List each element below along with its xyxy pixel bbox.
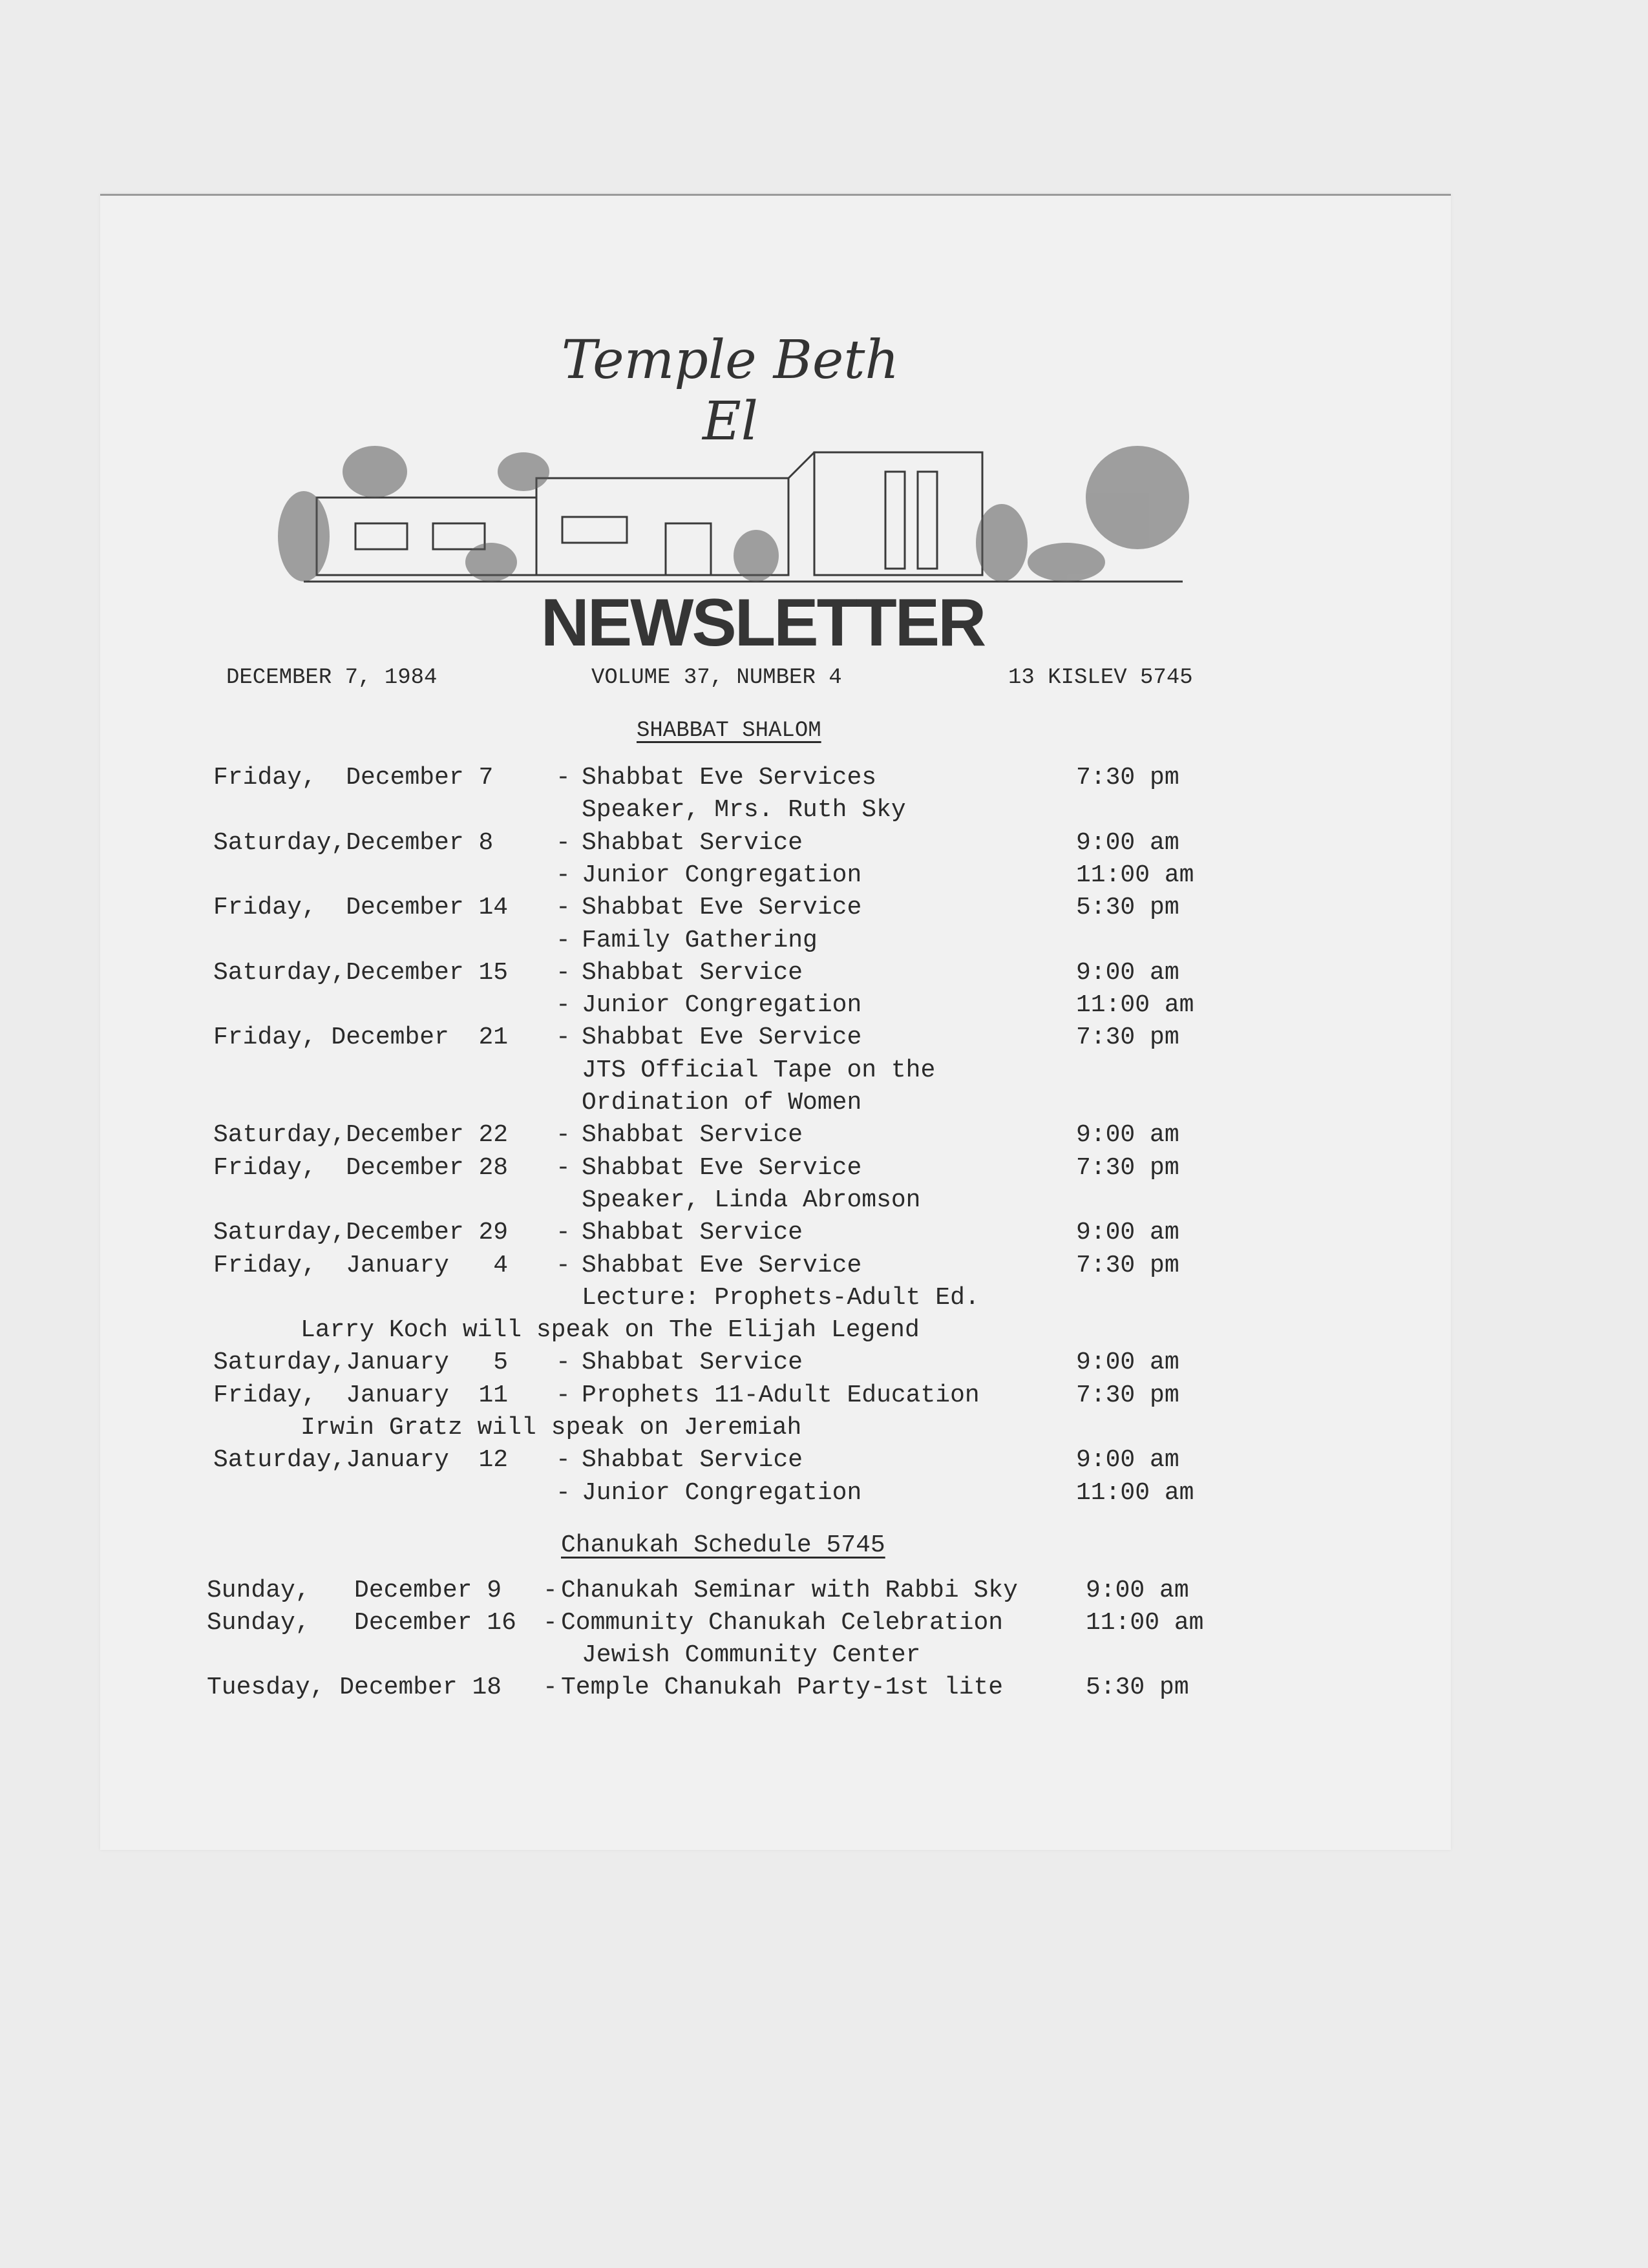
schedule-row [0, 1479, 1648, 1511]
schedule-row [0, 1121, 1648, 1153]
event-name: Temple Chanukah Party-1st lite [561, 1674, 1004, 1701]
event-time: 9:00 am [1076, 1349, 1179, 1377]
event-time: 9:00 am [1076, 958, 1179, 987]
schedule-row [0, 829, 1648, 861]
event-name: Junior Congregation [582, 1478, 862, 1507]
temple-building-illustration [278, 426, 1202, 601]
schedule-row [0, 1024, 1648, 1056]
schedule-row [0, 1186, 1648, 1219]
event-time: 9:00 am [1086, 1577, 1189, 1604]
separator: - [556, 861, 571, 889]
event-name: Shabbat Service [582, 958, 803, 987]
event-detail: Speaker, Linda Abromson [582, 1186, 921, 1214]
schedule-row [0, 894, 1648, 926]
separator: - [556, 1219, 571, 1247]
event-name: Shabbat Service [582, 1446, 803, 1475]
schedule-row [0, 1219, 1648, 1251]
event-time: 11:00 am [1076, 991, 1194, 1020]
event-date: Saturday,January 5 [213, 1349, 509, 1377]
separator: - [543, 1577, 558, 1604]
event-date: Friday, December 14 [213, 894, 509, 922]
event-time: 5:30 pm [1076, 894, 1179, 922]
schedule-row [0, 861, 1648, 894]
schedule-row [0, 1414, 1648, 1446]
event-date: Saturday,December 22 [213, 1121, 509, 1150]
event-name: Shabbat Eve Service [582, 1251, 862, 1279]
newsletter-heading: NEWSLETTER [540, 585, 985, 660]
event-name: Shabbat Eve Services [582, 764, 877, 792]
separator: - [556, 1121, 571, 1150]
event-date: Friday, December 7 [213, 764, 494, 792]
event-date: Friday, January 11 [213, 1381, 509, 1409]
separator: - [556, 1446, 571, 1475]
schedule-row [0, 1609, 1648, 1641]
event-name: Shabbat Service [582, 1121, 803, 1150]
schedule-row [0, 764, 1648, 796]
event-date: Saturday,January 12 [213, 1446, 509, 1475]
separator: - [556, 991, 571, 1020]
event-date: Saturday,December 8 [213, 828, 494, 857]
event-time: 11:00 am [1076, 861, 1194, 889]
schedule-row [0, 1056, 1648, 1089]
separator: - [543, 1609, 558, 1637]
schedule-row [0, 1381, 1648, 1414]
separator: - [556, 894, 571, 922]
schedule-row [0, 959, 1648, 991]
schedule-row [0, 1316, 1648, 1349]
event-time: 5:30 pm [1086, 1674, 1189, 1701]
schedule-row [0, 1252, 1648, 1284]
event-name: Prophets 11-Adult Education [582, 1381, 980, 1409]
schedule-row [0, 1641, 1648, 1674]
event-date: Saturday,December 29 [213, 1219, 509, 1247]
event-time: 9:00 am [1076, 828, 1179, 857]
event-time: 7:30 pm [1076, 1251, 1179, 1279]
event-detail: Jewish Community Center [582, 1641, 921, 1669]
chanukah-heading: Chanukah Schedule 5745 [561, 1531, 885, 1559]
event-name: Junior Congregation [582, 991, 862, 1020]
separator: - [556, 926, 571, 954]
schedule-row [0, 927, 1648, 959]
schedule-row [0, 1446, 1648, 1478]
event-time: 9:00 am [1076, 1121, 1179, 1150]
schedule-row [0, 1577, 1648, 1609]
event-name: Shabbat Eve Service [582, 894, 862, 922]
separator: - [556, 1381, 571, 1409]
schedule-row [0, 1674, 1648, 1706]
event-time: 11:00 am [1076, 1478, 1194, 1507]
event-time: 9:00 am [1076, 1219, 1179, 1247]
event-time: 11:00 am [1086, 1609, 1204, 1637]
event-date: Tuesday, December 18 [207, 1674, 502, 1701]
event-name: Shabbat Eve Service [582, 1024, 862, 1052]
event-date: Friday, January 4 [213, 1251, 509, 1279]
event-name: Chanukah Seminar with Rabbi Sky [561, 1577, 1018, 1604]
issue-date: DECEMBER 7, 1984 [226, 666, 438, 690]
event-note: Irwin Gratz will speak on Jeremiah [301, 1414, 802, 1442]
separator: - [556, 1251, 571, 1279]
schedule-row [0, 1089, 1648, 1121]
event-name: Junior Congregation [582, 861, 862, 889]
volume-number: VOLUME 37, NUMBER 4 [591, 666, 842, 690]
event-name: Shabbat Service [582, 828, 803, 857]
event-name: Shabbat Service [582, 1219, 803, 1247]
event-date: Friday, December 28 [213, 1153, 509, 1182]
event-date: Sunday, December 9 [207, 1577, 502, 1604]
separator: - [556, 1153, 571, 1182]
schedule-row [0, 1284, 1648, 1316]
shabbat-heading: SHABBAT SHALOM [637, 719, 821, 743]
masthead-title: Temple Beth El [561, 330, 900, 452]
event-date: Saturday,December 15 [213, 958, 509, 987]
event-name: Community Chanukah Celebration [561, 1609, 1004, 1637]
schedule-row [0, 1349, 1648, 1381]
separator: - [556, 958, 571, 987]
schedule-row [0, 991, 1648, 1024]
event-detail: JTS Official Tape on the [582, 1056, 936, 1084]
event-name: Family Gathering [582, 926, 818, 954]
separator: - [556, 1349, 571, 1377]
separator: - [556, 828, 571, 857]
separator: - [556, 1024, 571, 1052]
separator: - [556, 764, 571, 792]
event-name: Shabbat Service [582, 1349, 803, 1377]
schedule-row [0, 1154, 1648, 1186]
event-detail: Ordination of Women [582, 1089, 862, 1117]
event-date: Friday, December 21 [213, 1024, 509, 1052]
event-time: 7:30 pm [1076, 1153, 1179, 1182]
event-note: Larry Koch will speak on The Elijah Legend [301, 1316, 920, 1345]
event-detail: Lecture: Prophets-Adult Ed. [582, 1283, 980, 1312]
event-time: 7:30 pm [1076, 1024, 1179, 1052]
event-date: Sunday, December 16 [207, 1609, 516, 1637]
separator: - [556, 1478, 571, 1507]
event-detail: Speaker, Mrs. Ruth Sky [582, 796, 906, 824]
separator: - [543, 1674, 558, 1701]
hebrew-date: 13 KISLEV 5745 [1008, 666, 1193, 690]
event-time: 7:30 pm [1076, 1381, 1179, 1409]
event-time: 9:00 am [1076, 1446, 1179, 1475]
schedule-row [0, 796, 1648, 828]
event-name: Shabbat Eve Service [582, 1153, 862, 1182]
event-time: 7:30 pm [1076, 764, 1179, 792]
